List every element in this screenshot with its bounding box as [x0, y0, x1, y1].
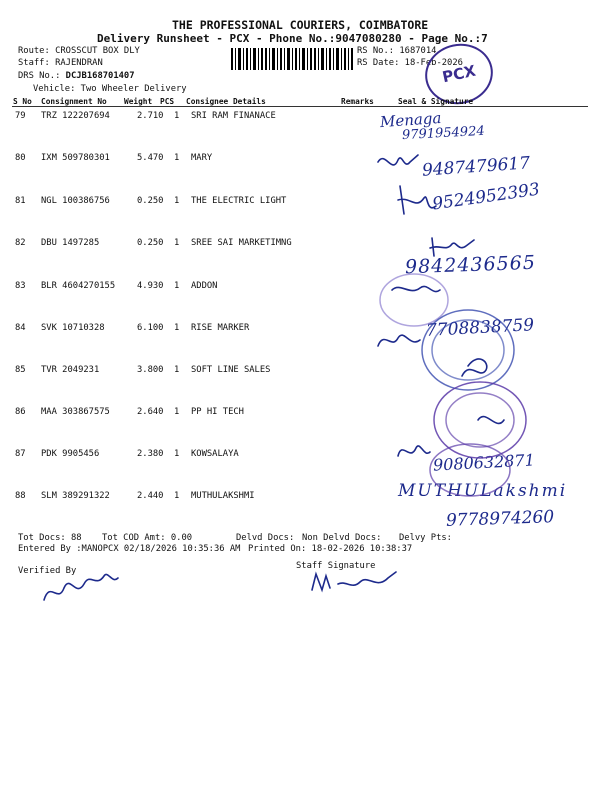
drs-label: DRS No.: — [18, 71, 61, 81]
verified-by-label: Verified By — [18, 566, 77, 576]
row-weight: 4.930 — [137, 281, 164, 291]
row-sno: 84 — [15, 323, 26, 333]
row-consignee: SOFT LINE SALES — [191, 365, 271, 375]
delvd-docs: Delvd Docs: — [236, 533, 295, 543]
handwritten-phone: 9842436565 — [404, 251, 537, 279]
col-consignment: Consignment No — [41, 97, 107, 106]
col-weight: Weight — [124, 97, 153, 106]
col-sno: S No — [13, 97, 32, 106]
staff-signature — [312, 572, 396, 590]
staff-label: Staff: RAJENDRAN — [18, 58, 103, 68]
route-label: Route: CROSSCUT BOX DLY — [18, 46, 140, 56]
row-consignment: NGL 100386756 — [41, 196, 110, 206]
row-sno: 82 — [15, 238, 26, 248]
row-consignment: IXM 509780301 — [41, 153, 110, 163]
row-weight: 3.800 — [137, 365, 164, 375]
row-consignee: MUTHULAKSHMI — [191, 491, 255, 501]
row-pcs: 1 — [174, 196, 180, 206]
runsheet-title: Delivery Runsheet - PCX - Phone No.:9047080280 - Page No.:7 — [97, 32, 488, 45]
row-weight: 6.100 — [137, 323, 164, 333]
row-sno: 79 — [15, 111, 26, 121]
row-sno: 88 — [15, 491, 26, 501]
row-consignment: MAA 303867575 — [41, 407, 110, 417]
col-consignee: Consignee Details — [186, 97, 266, 106]
delvy-pts: Delvy Pts: — [399, 533, 452, 543]
rs-number: RS No.: 1687014 — [357, 46, 437, 56]
row-consignment: TRZ 122207694 — [41, 111, 110, 121]
row-consignment: PDK 9905456 — [41, 449, 100, 459]
row-pcs: 1 — [174, 323, 180, 333]
company-seal — [432, 320, 504, 380]
row-consignment: SVK 10710328 — [41, 323, 105, 333]
row-weight: 0.250 — [137, 196, 164, 206]
row-sno: 81 — [15, 196, 26, 206]
handwritten-phone: 9778974260 — [445, 507, 555, 531]
tot-cod-amt: Tot COD Amt: 0.00 — [102, 533, 193, 543]
row-weight: 5.470 — [137, 153, 164, 163]
row-consignee: SREE SAI MARKETIMNG — [191, 238, 292, 248]
pcx-stamp-text: PCX — [440, 61, 478, 87]
row-sno: 83 — [15, 281, 26, 291]
row-consignee: KOWSALAYA — [191, 449, 239, 459]
col-pcs: PCS — [160, 97, 175, 106]
row-pcs: 1 — [174, 111, 180, 121]
handwritten-phone: 7708838759 — [425, 315, 535, 341]
row-pcs: 1 — [174, 281, 180, 291]
row-consignee: RISE MARKER — [191, 323, 250, 333]
entered-by: Entered By :MANOPCX 02/18/2026 10:35:36 AM — [18, 544, 241, 554]
row-weight: 2.380 — [137, 449, 164, 459]
printed-on: Printed On: 18-02-2026 10:38:37 — [248, 544, 413, 554]
row-pcs: 1 — [174, 407, 180, 417]
signature-scribble — [378, 155, 418, 165]
company-title: THE PROFESSIONAL COURIERS, COIMBATORE — [172, 18, 429, 32]
col-seal: Seal & Signature — [398, 97, 474, 106]
row-sno: 87 — [15, 449, 26, 459]
row-consignment: DBU 1497285 — [41, 238, 100, 248]
rs-date: RS Date: 18-Feb-2026 — [357, 58, 463, 68]
drs-value: DCJB168701407 — [65, 71, 135, 81]
signature-scribble — [398, 446, 430, 456]
signature-scribble — [430, 238, 474, 256]
handwritten-name: MUTHULakshmi — [398, 481, 568, 501]
tot-docs: Tot Docs: 88 — [18, 533, 82, 543]
row-consignee: MARY — [191, 153, 213, 163]
company-seal — [430, 444, 510, 496]
handwritten-phone: 9791954924 — [401, 123, 486, 144]
handwritten-name: Menaga — [379, 108, 442, 132]
row-pcs: 1 — [174, 238, 180, 248]
signature-scribble — [378, 335, 420, 346]
handwritten-phone: 9080632871 — [432, 450, 536, 475]
signature-scribble — [398, 186, 436, 214]
handwritten-phone: 9487479617 — [421, 153, 531, 181]
row-pcs: 1 — [174, 153, 180, 163]
row-pcs: 1 — [174, 365, 180, 375]
row-weight: 2.440 — [137, 491, 164, 501]
row-consignee: ADDON — [191, 281, 218, 291]
col-remarks: Remarks — [341, 97, 374, 106]
company-seal — [422, 310, 514, 390]
row-pcs: 1 — [174, 491, 180, 501]
row-sno: 86 — [15, 407, 26, 417]
row-sno: 85 — [15, 365, 26, 375]
row-pcs: 1 — [174, 449, 180, 459]
row-weight: 2.710 — [137, 111, 164, 121]
row-consignment: SLM 389291322 — [41, 491, 110, 501]
row-weight: 0.250 — [137, 238, 164, 248]
signature-scribble — [478, 417, 504, 424]
vehicle-label: Vehicle: Two Wheeler Delivery — [33, 84, 187, 94]
row-consignee: THE ELECTRIC LIGHT — [191, 196, 287, 206]
row-consignee: PP HI TECH — [191, 407, 244, 417]
non-delvd-docs: Non Delvd Docs: — [302, 533, 382, 543]
row-consignee: SRI RAM FINANACE — [191, 111, 276, 121]
signature-scribble — [392, 286, 440, 291]
staff-signature-label: Staff Signature — [296, 561, 376, 571]
row-weight: 2.640 — [137, 407, 164, 417]
signature-scribble — [462, 359, 487, 376]
row-consignment: BLR 4604270155 — [41, 281, 116, 291]
verified-signature — [44, 574, 118, 600]
company-seal — [380, 274, 448, 326]
row-consignment: TVR 2049231 — [41, 365, 100, 375]
row-sno: 80 — [15, 153, 26, 163]
handwritten-phone: 9524952393 — [431, 179, 542, 215]
